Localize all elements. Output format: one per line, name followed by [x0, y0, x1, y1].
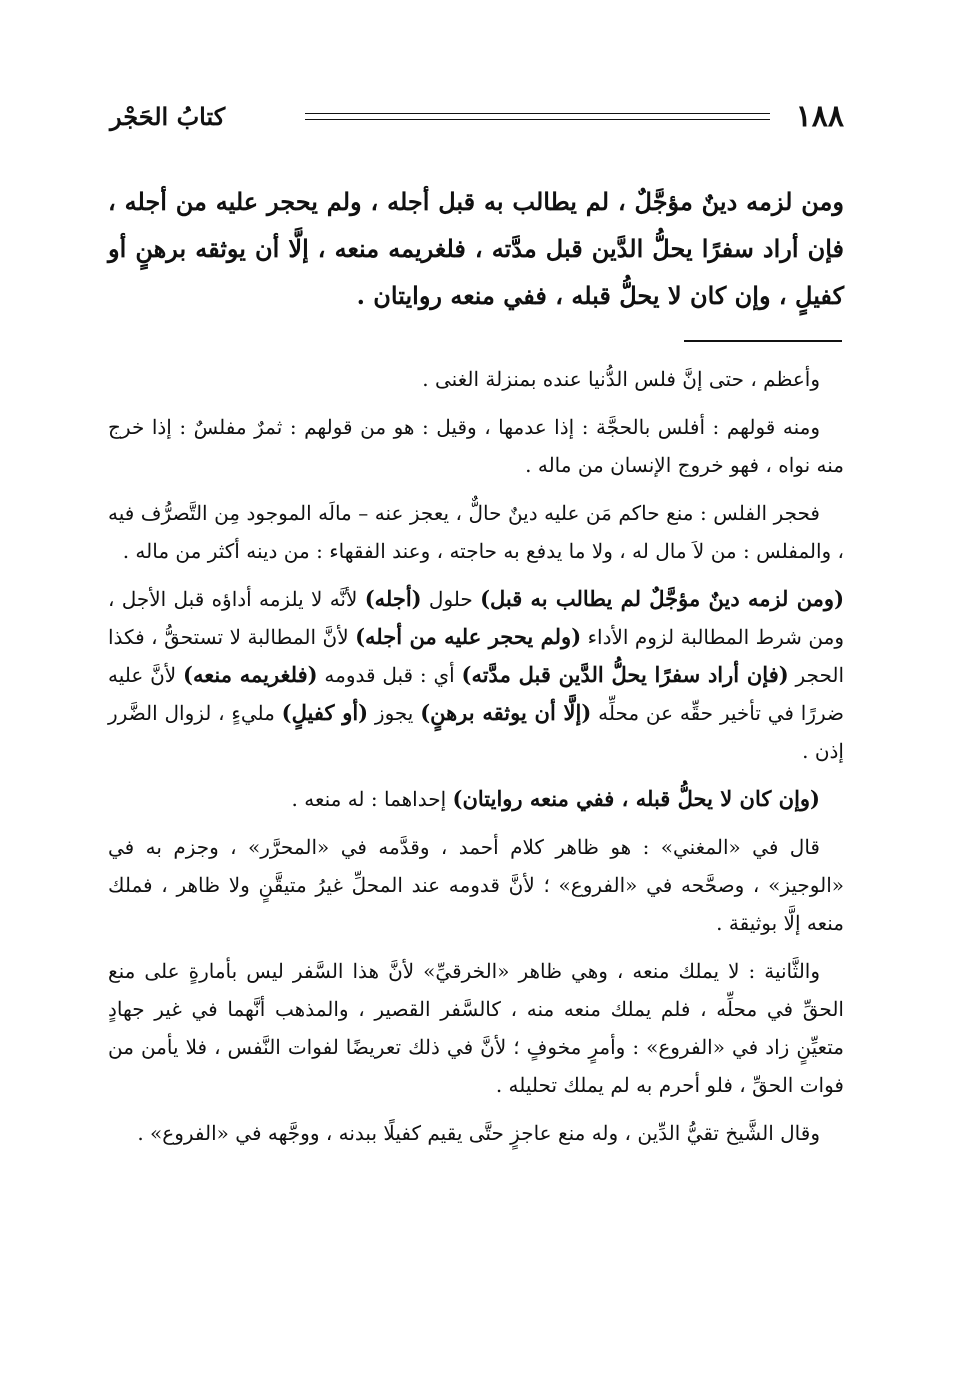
- commentary-text: لأنَّ عليه ضررًا في تأخير حقِّه عن محلِّه: [108, 663, 845, 725]
- commentary-text: حلول: [421, 587, 481, 611]
- quoted-text: (أجله): [364, 586, 422, 611]
- page-number: ١٨٨: [795, 98, 844, 134]
- commentary-paragraph: والثَّانية : لا يملك منعه ، وهي ظاهر «الخرقيِّ» لأنَّ هذا السَّفر ليس بأمارةٍ على منع الحقِّ في محلِّه ، فلم يملك منعه منه ، كالسَّفر القصير ، والمذهب أنَّهما في غير جهادٍ متعيِّنٍ زاد في «الفروع» : وأمرٍ مخوفٍ ؛ لأنَّ في ذلك تعريضًا لفوات النَّفس ، فلا يأمن من فوات الحقِّ ، فلو أحرم به لم يملك تحليله .: [108, 959, 844, 1097]
- commentary-paragraph: فحجر الفلس : منع حاكم مَن عليه دينٌ حالٌّ ، يعجز عنه – مالَه الموجود مِن التَّصرُّف فيه ، والمفلس : من لاَ مال له ، ولا ما يدفع به حاجته ، وعند الفقهاء : من دينه أكثر من ماله .: [108, 501, 844, 563]
- commentary-text: أي : قبل قدومه: [317, 663, 462, 687]
- commentary-text: لأنَّ المطالبة لا تستحقُّ ، فكذا الحجر: [108, 625, 845, 687]
- commentary-paragraph: ومنه قولهم : أفلس بالحجَّة : إذا عدمها ، وقيل : هو من قولهم : ثمرٌ مفلسٌ : إذا خرج منه نواه ، فهو خروج الإنسان من ماله .: [108, 415, 844, 477]
- main-text: ومن لزمه دينٌ مؤجَّلٌ ، لم يطالب به قبل أجله ، ولم يحجر عليه من أجله ، فإن أراد سفرًا يحلُّ الدَّين قبل مدَّته ، فلغريمه منعه ، إلَّا أن يوثقه برهنٍ أو كفيلٍ ، وإن كان لا يحلُّ قبله ، ففي منعه روايتان .: [108, 187, 844, 310]
- commentary: [108, 360, 844, 1162]
- quoted-text: (فإن أراد سفرًا يحلُّ الدَّين قبل مدَّته): [461, 662, 789, 687]
- header-rule: [305, 113, 770, 120]
- quoted-text: (ولم يحجر عليه من أجله): [355, 624, 582, 649]
- commentary-text: لأنَّه لا يلزمه أداؤه قبل الأجل ، ومن شرط المطالبة لزوم الأداء: [108, 587, 844, 649]
- running-title: كتابُ الحَجْر: [110, 101, 226, 131]
- commentary-text: مليءٍ ، لزوال الضَّرر إذن .: [108, 701, 844, 763]
- commentary-text: إحداهما : له منعه .: [291, 787, 453, 811]
- quoted-text: (إلَّا أن يوثقه برهنٍ): [420, 700, 592, 725]
- commentary-paragraph: قال في «المغني» : هو ظاهر كلام أحمد ، وقدَّمه في «المحرَّر» ، وجزم به في «الوجيز» ، وصحَّحه في «الفروع» ؛ لأنَّ قدومه عند المحلِّ غيرُ متيقَّنٍ ولا ظاهر ، فملك منعه إلَّا بوثيقة .: [108, 835, 844, 935]
- commentary-paragraph: وقال الشَّيخ تقيُّ الدِّين ، وله منع عاجزٍ حتَّى يقيم كفيلًا ببدنه ، ووجَّهه في «الفروع» .: [137, 1121, 820, 1145]
- commentary-text: يجوز: [368, 701, 421, 725]
- commentary-paragraph: وأعظم ، حتى إنَّ فلس الدُّنيا عنده بمنزلة الغنى .: [422, 367, 820, 391]
- commentary-divider: [684, 340, 842, 342]
- quoted-text: (وإن كان لا يحلُّ قبله ، ففي منعه روايتان): [452, 786, 820, 811]
- quoted-text: (ومن لزمه دينٌ مؤجَّلٌ لم يطالب به قبل): [480, 586, 845, 611]
- quoted-text: (أو كفيلٍ): [281, 700, 369, 725]
- commentary-paragraph: [108, 580, 844, 770]
- page-header: [110, 96, 844, 136]
- quoted-text: (فلغريمه منعه): [183, 662, 318, 687]
- commentary-paragraph: [108, 780, 844, 818]
